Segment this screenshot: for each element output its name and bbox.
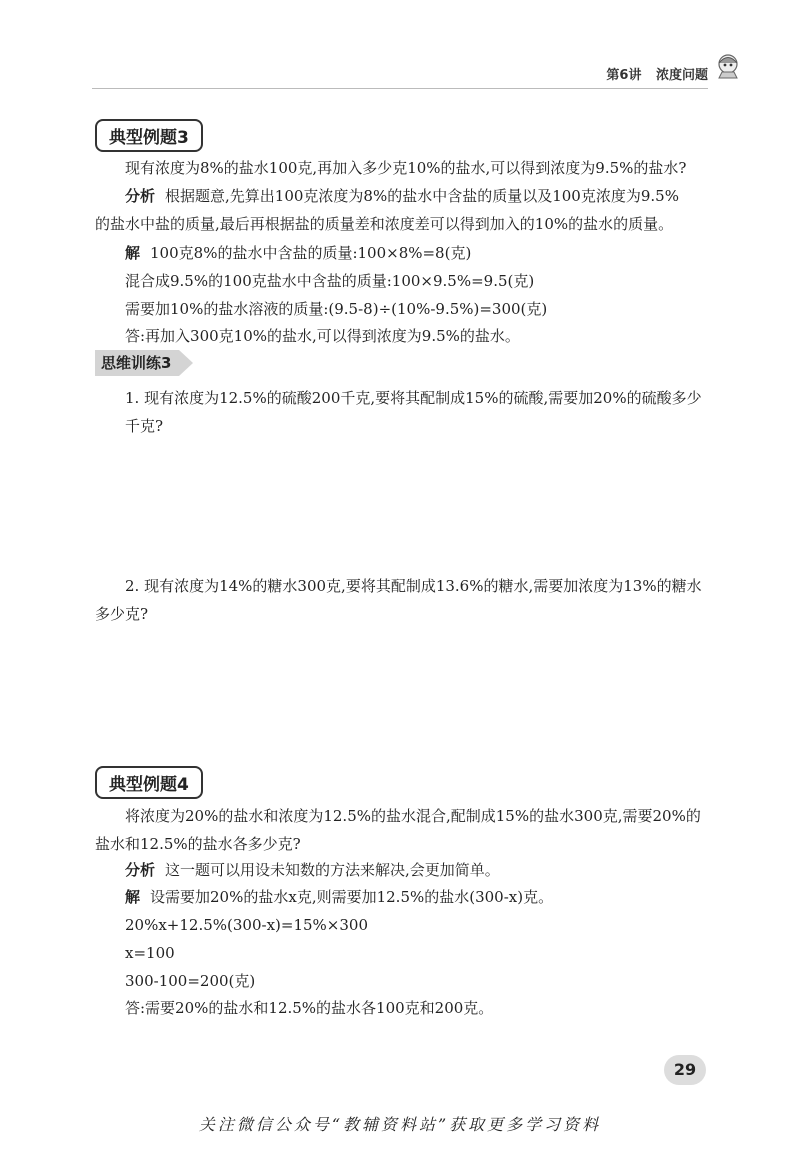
example4-equation-1: 20%x+12.5%(300-x)=15%×300 [125,916,368,934]
solution-label: 解 [125,888,141,906]
lecture-topic: 浓度问题 [655,68,708,83]
header-rule [92,88,708,89]
training3-title: 思维训练3 [95,350,179,376]
analysis-text: 这一题可以用设未知数的方法来解决,会更加简单。 [165,861,500,879]
example3-analysis [125,183,708,209]
page-header [596,64,708,83]
page-number: 29 [664,1055,706,1085]
training3-q2 [95,572,708,628]
analysis-label: 分析 [125,861,156,879]
lecture-number: 第6讲 [606,68,642,83]
solution-text: 设需要加20%的盐水x克,则需要加12.5%的盐水(300-x)克。 [150,888,554,906]
example3-title: 典型例题3 [95,119,203,152]
example4-equation-2: x=100 [125,944,175,962]
example3-solution-2: 混合成9.5%的100克盐水中含盐的质量:100×9.5%=9.5(克) [125,272,535,290]
example3-question: 现有浓度为8%的盐水100克,再加入多少克10%的盐水,可以得到浓度为9.5%的盐水? [125,159,687,177]
training3-q2-text: 2. 现有浓度为14%的糖水300克,要将其配制成13.6%的糖水,需要加浓度为13%的糖水多少克? [95,577,702,623]
example4-question-text: 将浓度为20%的盐水和浓度为12.5%的盐水混合,配制成15%的盐水300克,需要20%的盐水和12.5%的盐水各多少克? [95,807,701,853]
solution-text: 100克8%的盐水中含盐的质量:100×8%=8(克) [150,244,472,262]
example4-answer: 答:需要20%的盐水和12.5%的盐水各100克和200克。 [125,999,494,1017]
training3-q1 [125,384,708,440]
example3-solution [125,240,708,266]
analysis-label: 分析 [125,187,156,205]
analysis-text: 根据题意,先算出100克浓度为8%的盐水中含盐的质量以及100克浓度为9.5% [165,187,679,205]
example4-title: 典型例题4 [95,766,203,799]
training3-q1-text: 1. 现有浓度为12.5%的硫酸200千克,要将其配制成15%的硫酸,需要加20%的硫酸多少千克? [125,389,702,435]
example3-analysis-cont: 的盐水中盐的质量,最后再根据盐的质量差和浓度差可以得到加入的10%的盐水的质量。 [95,215,674,233]
example4-question [95,802,708,858]
example3-solution-3: 需要加10%的盐水溶液的质量:(9.5-8)÷(10%-9.5%)=300(克) [125,300,548,318]
footer-note: 关注微信公众号“教辅资料站”获取更多学习资料 [198,1115,602,1134]
solution-label: 解 [125,244,141,262]
example4-analysis [125,857,708,883]
example4-equation-3: 300-100=200(克) [125,972,256,990]
example4-solution [125,884,708,910]
example3-answer: 答:再加入300克10%的盐水,可以得到浓度为9.5%的盐水。 [125,327,520,345]
